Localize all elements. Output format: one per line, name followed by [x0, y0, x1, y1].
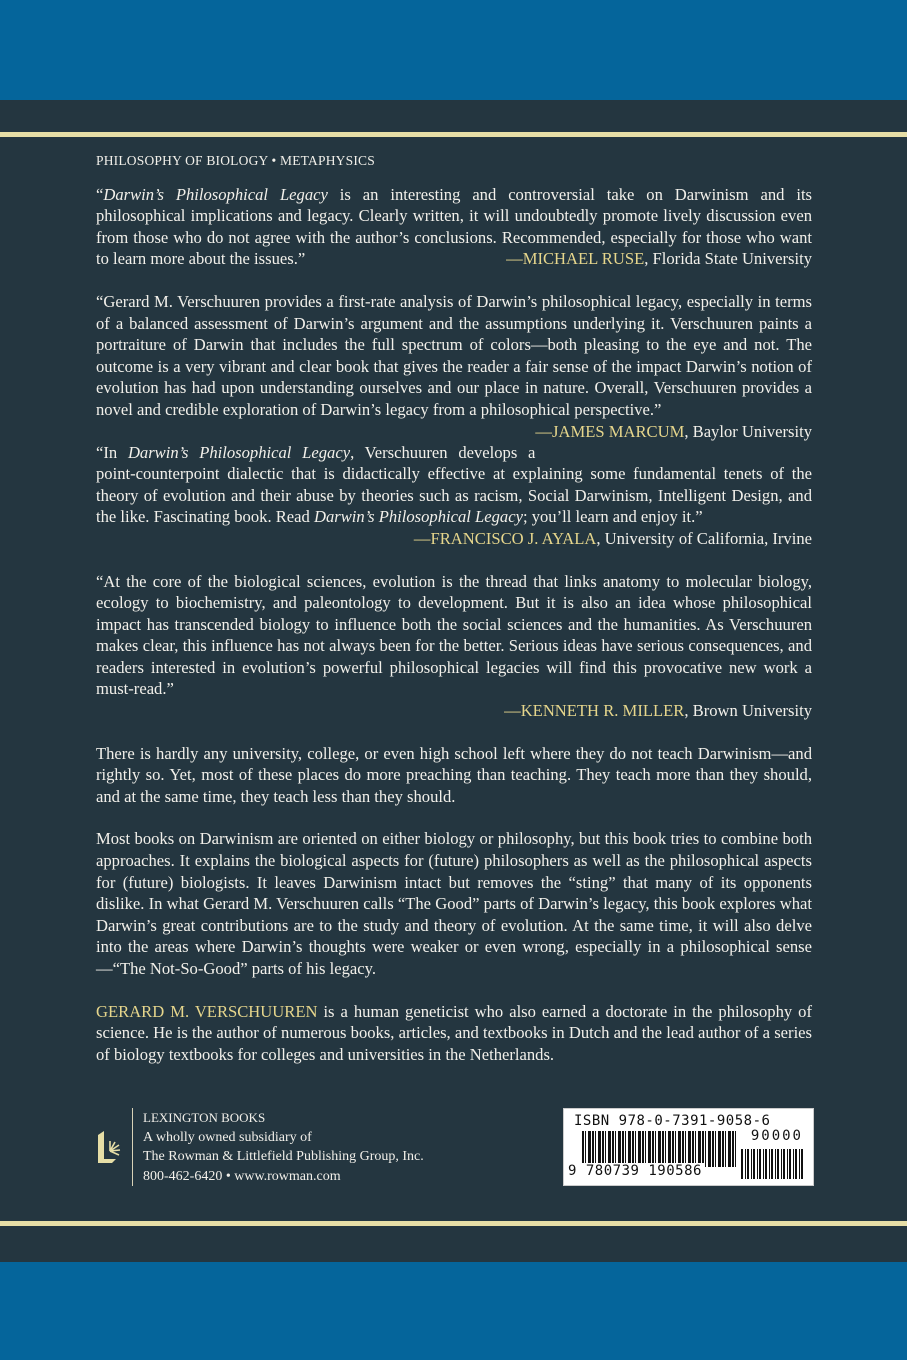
review-attribution: —MICHAEL RUSE, Florida State University [506, 249, 812, 269]
author-bio: GERARD M. VERSCHUUREN is a human geneticist who also earned a doctorate in the philosophy of science. He is the author of numerous books, articles, and textbooks in Dutch and the lead author of a series of biology textbooks for colleges and universities in the Netherlands. [96, 1001, 812, 1064]
review-quote: “Gerard M. Verschuuren provides a first-rate analysis of Darwin’s philosophical legacy, especially in terms of a balanced assessment of Darwin’s argument and the assumptions underlying it. Verschuuren paints a portraiture of Darwin that includes the full spectrum of colors—both pleasing to the eye and not. The outcome is a very vibrant and clear book that gives the reader a fair sense of the impact Darwin’s notion of evolution has had upon understanding ourselves and our place in nature. Overall, Verschuuren provides a novel and credible exploration of Darwin’s legacy from a philosophical perspective.” —JAMES MARCUM, Baylor University [96, 291, 812, 441]
publisher-name: LEXINGTON BOOKS [143, 1110, 266, 1125]
category-label: PHILOSOPHY OF BIOLOGY • METAPHYSICS [96, 153, 375, 168]
publisher-block: LEXINGTON BOOKS A wholly owned subsidiary of The Rowman & Littlefield Publishing Group, Inc. 800-462-6420 • www.rowman.com [96, 1108, 424, 1186]
barcode-digits: 9 780739 190586 [568, 1163, 702, 1179]
isbn-barcode [563, 1108, 814, 1186]
review-quote: “At the core of the biological sciences, evolution is the thread that links anatomy to molecular biology, ecology to biochemistry, and paleontology to development. But it is also an idea whose philosophical impact has transcended biology to influence both the social sciences and the humanities. As Verschuuren makes clear, this influence has not always been for the better. Serious ideas have serious consequences, and readers interested in evolution’s powerful philosophical legacies will find this provocative new work a must-read.” [96, 571, 812, 699]
review-attribution: —FRANCISCO J. AYALA, University of California, Irvine [413, 528, 812, 548]
review-quote: “In Darwin’s Philosophical Legacy, Verschuuren develops a point-counterpoint dialectic that is didactically effective at explaining some fundamental tenets of the theory of evolution and their abuse by theories such as racism, Social Darwinism, Intelligent Design, and the like. Fascinating book. Read Darwin’s Philosophical Legacy; you’ll learn and enjoy it.” [96, 442, 812, 527]
book-title: Darwin’s Philosophical Legacy [103, 184, 328, 204]
review-quote: “Darwin’s Philosophical Legacy is an interesting and controversial take on Darwinism and its philosophical implications and legacy. Clearly written, it will undoubtedly promote lively discussion even from those who do not agree with the author’s conclusions. Recommended, especially for those who want to learn more about the issues.” —MICHAEL RUSE, Florida State University [96, 184, 813, 269]
back-cover-text [96, 150, 812, 1086]
description-paragraph: There is hardly any university, college, or even high school left where they do not teach Darwinism—and rightly so. Yet, most of these places do more preaching than teaching. They teach more than they should, and at the same time, they teach less than they should. [96, 743, 812, 806]
review-attribution: —JAMES MARCUM, Baylor University [535, 421, 812, 441]
review-attribution: —KENNETH R. MILLER, Brown University [504, 701, 812, 721]
addon-bars [741, 1149, 803, 1179]
publisher-contact: 800-462-6420 • www.rowman.com [143, 1168, 341, 1184]
lexington-books-logo-icon [96, 1129, 122, 1165]
isbn-text: ISBN 978-0-7391-9058-6 [574, 1113, 771, 1129]
bottom-color-band [0, 1262, 907, 1360]
bottom-divider [0, 1221, 907, 1226]
top-divider [0, 132, 907, 137]
barcode-bars [582, 1131, 737, 1167]
price-addon: 90000 [750, 1128, 803, 1144]
top-color-band [0, 0, 907, 100]
description-paragraph: Most books on Darwinism are oriented on either biology or philosophy, but this book tries to combine both approaches. It explains the biological aspects for (future) philosophers as well as the philosophical aspects for (future) biologists. It leaves Darwinism intact but removes the “sting” that many of its opponents dislike. In what Gerard M. Verschuuren calls “The Good” parts of Darwin’s legacy, this book explores what Darwin’s great contributions are to the study and theory of evolution. At the same time, it will also delve into the areas where Darwin’s thoughts were weaker or even wrong, especially in a philosophical sense—“The Not-So-Good” parts of his legacy. [96, 829, 812, 978]
author-name: GERARD M. VERSCHUUREN [96, 1001, 318, 1021]
